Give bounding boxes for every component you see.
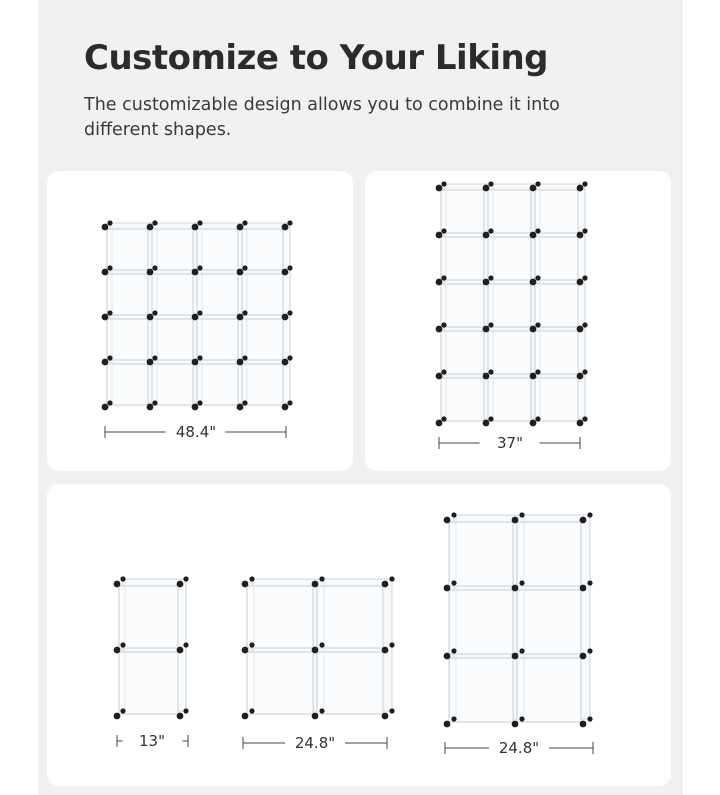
connector (436, 185, 443, 192)
config-card-4x4 (47, 171, 353, 471)
config-card-3x5 (365, 171, 671, 471)
cube-panel (197, 274, 238, 315)
back-connector (389, 576, 394, 581)
cube-panel (107, 229, 148, 270)
cube-panel (152, 319, 193, 360)
connector (577, 185, 584, 192)
connector (102, 404, 109, 411)
page-title: Customize to Your Liking (84, 38, 549, 78)
back-connector (535, 416, 540, 421)
connector (237, 404, 244, 411)
back-connector (287, 220, 292, 225)
cube-panel (107, 274, 148, 315)
cube-panel (535, 237, 578, 280)
back-connector (519, 512, 524, 517)
back-connector (441, 275, 446, 280)
page-subtitle: The customizable design allows you to combine it into different shapes. (84, 95, 560, 140)
connector (242, 581, 249, 588)
connector (436, 373, 443, 380)
connector (577, 279, 584, 286)
back-connector (152, 220, 157, 225)
back-connector (519, 716, 524, 721)
back-connector (582, 416, 587, 421)
connector (147, 269, 154, 276)
connector (237, 359, 244, 366)
connector (192, 314, 199, 321)
connector (114, 713, 121, 720)
connector (577, 373, 584, 380)
back-connector (183, 576, 188, 581)
connector (580, 517, 587, 524)
connector (530, 185, 537, 192)
back-connector (152, 400, 157, 405)
back-connector (488, 181, 493, 186)
connector (444, 517, 451, 524)
back-connector (582, 369, 587, 374)
width-dimension-label: 24.8" (294, 734, 336, 752)
back-connector (488, 275, 493, 280)
cube-panel (317, 652, 383, 714)
back-connector (582, 181, 587, 186)
connector (147, 404, 154, 411)
back-connector (587, 512, 592, 517)
back-connector (197, 265, 202, 270)
connector (114, 647, 121, 654)
connector (102, 269, 109, 276)
width-dimension-label: 48.4" (175, 423, 217, 441)
connector (444, 653, 451, 660)
cube-panel (441, 190, 484, 233)
connector (436, 232, 443, 239)
back-connector (242, 355, 247, 360)
connector (312, 647, 319, 654)
back-connector (519, 580, 524, 585)
connector (483, 326, 490, 333)
back-connector (197, 355, 202, 360)
width-dimension-label: 37" (497, 434, 523, 452)
connector (530, 420, 537, 427)
back-connector (389, 708, 394, 713)
back-connector (120, 642, 125, 647)
cube-panel (242, 229, 283, 270)
back-connector (107, 355, 112, 360)
back-connector (319, 642, 324, 647)
back-connector (107, 265, 112, 270)
config-card-small (47, 484, 671, 786)
back-connector (287, 400, 292, 405)
back-connector (183, 642, 188, 647)
connector (102, 224, 109, 231)
back-connector (441, 416, 446, 421)
cube-panel (449, 590, 513, 654)
cube-panel (247, 652, 313, 714)
cube-panel (488, 284, 531, 327)
back-connector (535, 228, 540, 233)
connector (237, 269, 244, 276)
connector (237, 224, 244, 231)
cube-panel (119, 586, 178, 648)
back-connector (582, 275, 587, 280)
back-connector (183, 708, 188, 713)
cube-panel (242, 319, 283, 360)
back-connector (287, 265, 292, 270)
connector (177, 647, 184, 654)
connector (580, 653, 587, 660)
connector (282, 404, 289, 411)
connector (382, 581, 389, 588)
connector (102, 359, 109, 366)
back-connector (152, 355, 157, 360)
connector (192, 359, 199, 366)
back-connector (107, 400, 112, 405)
connector (282, 224, 289, 231)
back-connector (152, 310, 157, 315)
cube-panel (441, 378, 484, 421)
back-connector (319, 576, 324, 581)
connector (436, 279, 443, 286)
connector (577, 420, 584, 427)
cube-panel (488, 190, 531, 233)
connector (580, 585, 587, 592)
connector (483, 232, 490, 239)
connector (282, 359, 289, 366)
back-connector (535, 322, 540, 327)
back-connector (120, 708, 125, 713)
cube-panel (535, 331, 578, 374)
connector (483, 185, 490, 192)
cube-panel (441, 331, 484, 374)
back-connector (451, 580, 456, 585)
back-connector (451, 716, 456, 721)
cube-panel (517, 658, 581, 722)
connector (282, 269, 289, 276)
cube-panel (488, 237, 531, 280)
back-connector (488, 416, 493, 421)
connector (512, 517, 519, 524)
back-connector (451, 648, 456, 653)
back-connector (488, 369, 493, 374)
connector (444, 585, 451, 592)
back-connector (441, 322, 446, 327)
cube-panel (449, 522, 513, 586)
cube-panel (517, 590, 581, 654)
cube-panel (242, 274, 283, 315)
back-connector (242, 220, 247, 225)
connector (580, 721, 587, 728)
cube-panel (247, 586, 313, 648)
back-connector (535, 275, 540, 280)
cube-panel (197, 229, 238, 270)
connector (192, 224, 199, 231)
connector (530, 232, 537, 239)
connector (382, 647, 389, 654)
cube-panel (197, 319, 238, 360)
connector (512, 653, 519, 660)
cube-panel (535, 284, 578, 327)
back-connector (242, 310, 247, 315)
back-connector (197, 310, 202, 315)
back-connector (441, 181, 446, 186)
cube-panel (107, 319, 148, 360)
cube-panel (441, 284, 484, 327)
connector (147, 359, 154, 366)
connector (530, 326, 537, 333)
connector (483, 420, 490, 427)
back-connector (287, 310, 292, 315)
connector (192, 404, 199, 411)
connector (147, 314, 154, 321)
connector (483, 373, 490, 380)
back-connector (319, 708, 324, 713)
connector (577, 232, 584, 239)
connector (312, 713, 319, 720)
connector (147, 224, 154, 231)
back-connector (107, 220, 112, 225)
cube-panel (449, 658, 513, 722)
cube-panel (517, 522, 581, 586)
back-connector (287, 355, 292, 360)
cube-panel (119, 652, 178, 714)
cube-panel (152, 364, 193, 405)
small-configurations-illustration (47, 484, 671, 786)
back-connector (587, 648, 592, 653)
back-connector (120, 576, 125, 581)
connector (444, 721, 451, 728)
connector (177, 581, 184, 588)
connector (436, 326, 443, 333)
cube-panel (152, 274, 193, 315)
cube-panel (535, 378, 578, 421)
width-dimension-label: 24.8" (498, 739, 540, 757)
cube-panel (107, 364, 148, 405)
width-dimension-label: 13" (139, 732, 165, 750)
back-connector (451, 512, 456, 517)
back-connector (197, 220, 202, 225)
connector (242, 713, 249, 720)
cube-panel (441, 237, 484, 280)
back-connector (242, 265, 247, 270)
back-connector (389, 642, 394, 647)
connector (242, 647, 249, 654)
back-connector (587, 716, 592, 721)
cube-organizer-4x4-illustration (47, 171, 353, 471)
cube-panel (488, 378, 531, 421)
cube-panel (197, 364, 238, 405)
back-connector (582, 322, 587, 327)
back-connector (488, 228, 493, 233)
cube-panel (488, 331, 531, 374)
back-connector (249, 708, 254, 713)
back-connector (441, 228, 446, 233)
connector (102, 314, 109, 321)
back-connector (519, 648, 524, 653)
back-connector (197, 400, 202, 405)
connector (512, 721, 519, 728)
back-connector (582, 228, 587, 233)
back-connector (249, 576, 254, 581)
back-connector (152, 265, 157, 270)
back-connector (249, 642, 254, 647)
cube-panel (535, 190, 578, 233)
back-connector (535, 369, 540, 374)
connector (192, 269, 199, 276)
connector (382, 713, 389, 720)
back-connector (242, 400, 247, 405)
connector (577, 326, 584, 333)
connector (237, 314, 244, 321)
cube-organizer-3x5-illustration (365, 171, 671, 471)
connector (530, 373, 537, 380)
connector (436, 420, 443, 427)
cube-panel (242, 364, 283, 405)
back-connector (107, 310, 112, 315)
back-connector (488, 322, 493, 327)
back-connector (441, 369, 446, 374)
back-connector (535, 181, 540, 186)
connector (282, 314, 289, 321)
connector (512, 585, 519, 592)
cube-panel (152, 229, 193, 270)
connector (483, 279, 490, 286)
connector (114, 581, 121, 588)
back-connector (587, 580, 592, 585)
connector (530, 279, 537, 286)
connector (177, 713, 184, 720)
cube-panel (317, 586, 383, 648)
connector (312, 581, 319, 588)
